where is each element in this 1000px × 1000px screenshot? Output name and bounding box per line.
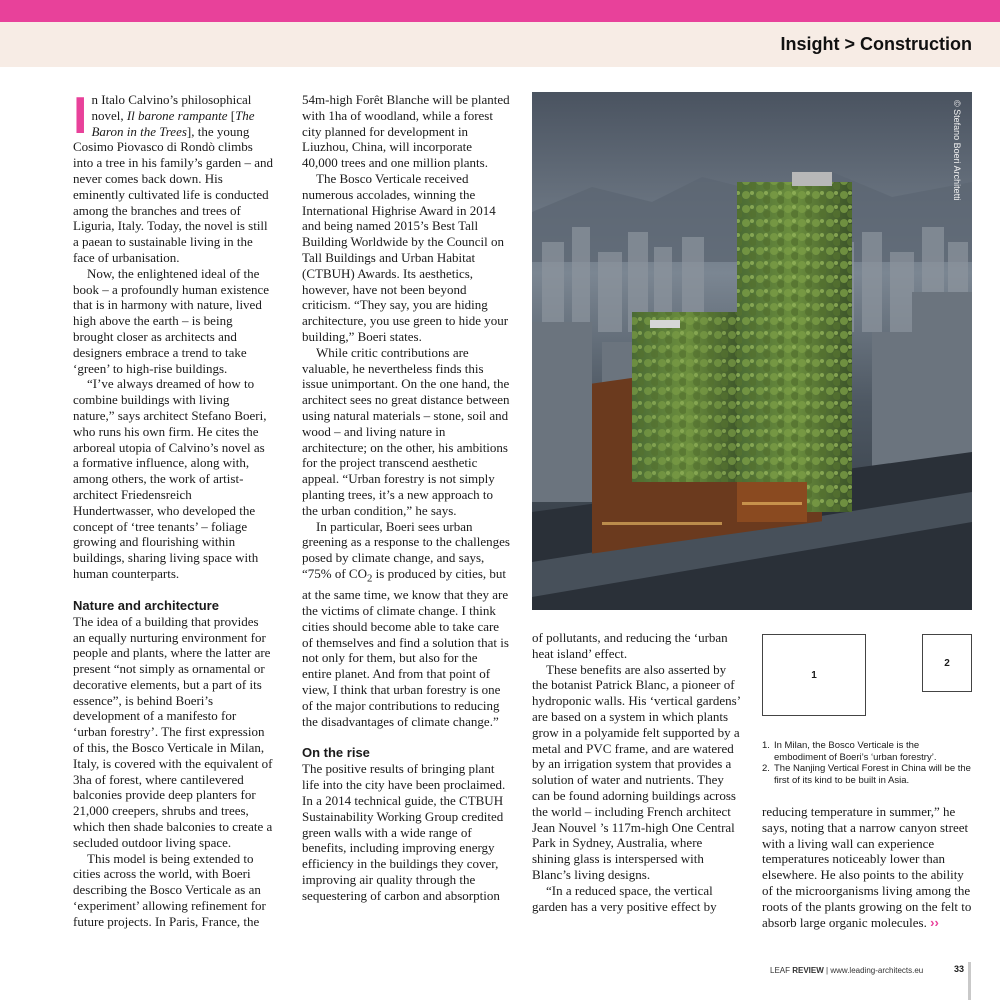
- text-run: ], the young Cosimo Piovasco di Rondò climbs into a tree in his family’s garden – and never comes back down. His eminently cultivated life is conducted among the branches and trees of Liguria, Italy. Today, the novel is still a paean to sustainable living in the face of urbanisation.: [73, 123, 274, 265]
- brand-name: REVIEW: [792, 966, 824, 975]
- figure-captions: [762, 740, 974, 786]
- paragraph: 54m-high Forêt Blanche will be planted with 1ha of woodland, while a forest city planned for development in Liuzhou, China, will incorporate 40,000 trees and one million plants.: [302, 92, 510, 171]
- article-column-4: [762, 804, 974, 930]
- book-title-italian: Il barone rampante: [126, 107, 228, 123]
- paragraph: These benefits are also asserted by the botanist Patrick Blanc, a pioneer of hydroponic walls. His ‘vertical gardens’ are based on a system in which plants grow in a polyamide felt supported by a metal and PVC frame, and are watered by an irrigation system that provides a solution of water and nutrients. They can be found adorning buildings across the world – including French architect Jean Nouvel ’s 117m-high One Central Park in Sydney, Australia, where shining glass is interspersed with Blanc’s living designs.: [532, 661, 741, 882]
- paragraph: Now, the enlightened ideal of the book – a profoundly human existence that is in harmony with nature, lived high above the earth – is being brought closer as architects and designers embrace a trend to take ‘green’ to high-rise buildings.: [73, 265, 270, 376]
- page-edge-rule: [968, 962, 971, 1000]
- paragraph: While critic contributions are valuable, he nevertheless finds this issue unimportant. On the one hand, the architect sees no great distance between using natural materials – stone, soil and wood – and living nature in architecture; on the other, his ambitions for the project transcend aesthetic appeal. “Urban forestry is not simply planting trees, it’s a new approach to the urban condition,” he says.: [302, 344, 510, 518]
- figure-thumbnail-1: [762, 634, 866, 716]
- paragraph: [73, 87, 274, 266]
- thumbnail-number: 1: [811, 669, 817, 681]
- page-number: 33: [954, 964, 965, 974]
- page-footer: [770, 966, 923, 975]
- paragraph: of pollutants, and reducing the ‘urban heat island’ effect.: [532, 630, 728, 661]
- footer-url: | www.leading-architects.eu: [823, 966, 924, 975]
- figure-thumbnail-2: [922, 634, 972, 692]
- paragraph: The positive results of bringing plant life into the city have been proclaimed. In a 2014 technical guide, the CTBUH Sustainability Working Group credited green walls with a wide range of benefits, including improving energy efficiency in the buildings they cover, improving air quality through the sequestering of carbon and absorption: [302, 761, 506, 903]
- subheading: Nature and architecture: [73, 597, 219, 613]
- text-run: is produced by cities, but at the same time, we know that they are the victims of climate change. I think cities should become able to take care of themselves and find a solution that is not only for them, but also for the entire planet. And from that point of view, I think that urban forestry is one of the major contributions to reducing the disadvantages of climate change.”: [302, 565, 509, 729]
- section-breadcrumb: Insight > Construction: [780, 34, 972, 54]
- top-accent-bar: [0, 0, 1000, 22]
- article-column-1: [73, 87, 274, 930]
- caption-text: The Nanjing Vertical Forest in China will be the first of its kind to be built in Asia.: [774, 763, 971, 786]
- paragraph: This model is being extended to cities across the world, with Boeri describing the Bosco Verticale as an ‘experiment’ allowing refinement for future projects. In Paris, France, the: [73, 850, 266, 929]
- vertical-forest-photo: [532, 92, 972, 610]
- caption-item: [762, 763, 974, 786]
- book-title-english: The Baron in the Trees: [91, 107, 255, 139]
- text-run: [: [227, 107, 236, 123]
- caption-item: [762, 740, 974, 763]
- text-run: n Italo Calvino’s philosophical novel,: [91, 92, 252, 123]
- caption-number: 1.: [762, 740, 770, 751]
- brand-prefix: LEAF: [770, 966, 793, 975]
- photo-credit: © Stefano Boeri Architetti: [952, 100, 962, 201]
- drop-cap: I: [73, 87, 88, 145]
- paragraph: The idea of a building that provides an equally nurturing environment for people and plants, where the latter are present “not simply as ornamental or decorative elements, but a part of its essence”, is behind Boeri’s development of a manifesto for ‘urban forestry’. The first expression of this, the Bosco Verticale in Milan, Italy, is covered with the equivalent of 3ha of forest, where cantilevered balconies provide deep planters for 21,000 creepers, shrubs and trees, which then shade balconies to create a secluded outdoor living space.: [73, 613, 273, 850]
- article-column-2: [302, 92, 510, 904]
- text-run: reducing temperature in summer,” he says, noting that a narrow canyon street with a living wall can experience temperatures noticeably lower than elsewhere. He also points to the ability of the microorganisms living among the roots of the plants growing on the felt to absorb large organic molecules.: [762, 804, 972, 930]
- paragraph: [302, 519, 510, 730]
- paragraph: [762, 804, 974, 930]
- caption-text: In Milan, the Bosco Verticale is the embodiment of Boeri’s ‘urban forestry’.: [774, 740, 937, 763]
- text-run: In particular, Boeri sees urban greening as a response to the challenges posed by climate change, and says, “75% of CO: [302, 518, 510, 581]
- caption-number: 2.: [762, 763, 770, 774]
- subheading: On the rise: [302, 745, 370, 761]
- paragraph: “In a reduced space, the vertical garden has a very positive effect by: [532, 882, 717, 914]
- subscript: 2: [367, 572, 373, 585]
- article-column-3: [532, 630, 742, 914]
- thumbnail-number: 2: [944, 657, 950, 669]
- paragraph: The Bosco Verticale received numerous accolades, winning the International Highrise Award in 2014 and being named 2015’s Best Tall Building Worldwide by the Council on Tall Buildings and Urban Habitat (CTBUH) Awards. Its aesthetics, however, have not been beyond criticism. “They say, you are hiding architecture, you use green to hide your building,” Boeri states.: [302, 170, 509, 344]
- continue-arrow-icon: ››: [930, 914, 939, 930]
- paragraph: “I’ve always dreamed of how to combine buildings with living nature,” says architect Stefano Boeri, who runs his own firm. He cites the arboreal utopia of Calvino’s novel as a formative influence, along with, among others, the work of artist-architect Friedensreich Hundertwasser, who developed the concept of ‘tree tenants’ – foliage growing and flourishing within buildings, sharing living space with human counterparts.: [73, 376, 267, 581]
